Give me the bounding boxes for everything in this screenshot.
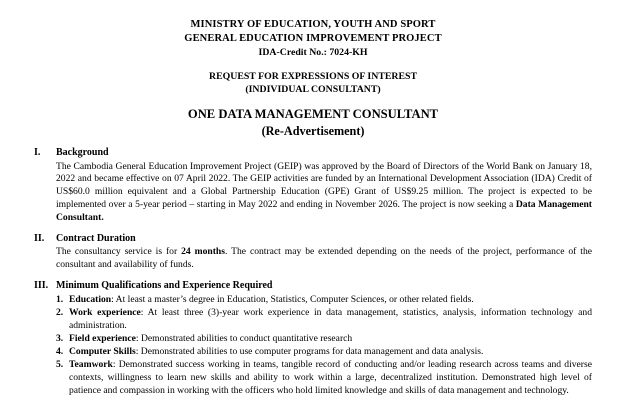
section-contract-duration: [34, 232, 592, 272]
list-item-label: Education: [69, 294, 112, 306]
section-background-body: The Cambodia General Education Improvement Project (GEIP) was approved by the Board of Directors of the World Bank on January 18, 2022 and became effective on 07 April 2022. The GEIP activities are funded by an International Development Association (IDA) Credit of US$60.0 million equivalent and a Global Partnership Education (GPE) Grant of US$9.25 million. The project is expected to be implemented over a 5-year period – starting in May 2022 and ending in November 2026. The project is now seeking a Data Management Consultant.: [56, 160, 592, 224]
list-item-number: 2.: [56, 307, 64, 319]
section-title: Background: [56, 147, 109, 159]
list-item-description: : Demonstrated success working in teams, tangible record of conducting and/or leading research across teams and diverse contexts, willingness to learn new skills and ability to work within a large, decentralized institution. Demonstrated high level of patience and compassion in working with the officers who hold limited knowledge and skills of data management and technology.: [69, 358, 592, 396]
list-item-description: : At least three (3)-year work experience in data management, statistics, analysis, information technology and administration.: [69, 307, 592, 332]
section-background: [34, 146, 592, 225]
list-item: [56, 294, 592, 307]
list-item-text: [69, 294, 592, 307]
list-item-label: Computer Skills: [69, 345, 136, 357]
list-item-label: Teamwork: [69, 358, 113, 370]
list-item-label: Work experience: [69, 307, 141, 319]
credit-no-line: IDA-Credit No.: 7024-KH: [258, 46, 368, 58]
qualifications-list: [34, 294, 592, 397]
readvertisement-label: (Re-Advertisement): [261, 123, 365, 138]
list-item-text: [69, 307, 592, 333]
section-qualifications-heading: [34, 279, 592, 292]
spacer-2: [34, 96, 592, 106]
document-header: [34, 18, 592, 59]
list-item-text: [69, 359, 592, 398]
list-item-description: : Demonstrated abilities to use computer programs for data management and data analysis.: [135, 345, 484, 357]
list-item: [56, 307, 592, 333]
list-item: [56, 346, 592, 359]
section-background-heading: [34, 146, 592, 159]
section-contract-duration-heading: [34, 232, 592, 245]
section-title: Minimum Qualifications and Experience Required: [56, 280, 273, 292]
list-item-label: Field experience: [69, 333, 136, 345]
list-item-number: 5.: [56, 358, 64, 370]
project-line: GENERAL EDUCATION IMPROVEMENT PROJECT: [184, 32, 442, 44]
list-item: [56, 359, 592, 398]
ministry-line: MINISTRY OF EDUCATION, YOUTH AND SPORT: [190, 19, 436, 30]
section-number: II.: [34, 232, 45, 244]
list-item-description: : Demonstrated abilities to conduct quantitative research: [135, 333, 353, 345]
section-number: I.: [34, 147, 41, 159]
list-item-number: 4.: [56, 345, 64, 357]
list-item: [56, 333, 592, 346]
list-item-text: [69, 333, 592, 346]
list-item-number: 1.: [56, 294, 64, 306]
spacer-1: [34, 59, 592, 70]
consultant-title: ONE DATA MANAGEMENT CONSULTANT: [187, 106, 439, 121]
list-item-text: [69, 346, 592, 359]
request-title-line2: (INDIVIDUAL CONSULTANT): [245, 83, 381, 95]
list-item-description: : At least a master’s degree in Education, Statistics, Computer Sciences, or other related fields.: [111, 294, 474, 306]
request-title-line1: REQUEST FOR EXPRESSIONS OF INTEREST: [209, 70, 417, 82]
list-item-number: 3.: [56, 333, 64, 345]
section-qualifications: [34, 279, 592, 397]
section-title: Contract Duration: [56, 232, 136, 244]
section-number: III.: [34, 280, 49, 292]
section-contract-duration-body: The consultancy service is for 24 months. The contract may be extended depending on the needs of the project, performance of the consultant and availability of funds.: [56, 246, 593, 271]
